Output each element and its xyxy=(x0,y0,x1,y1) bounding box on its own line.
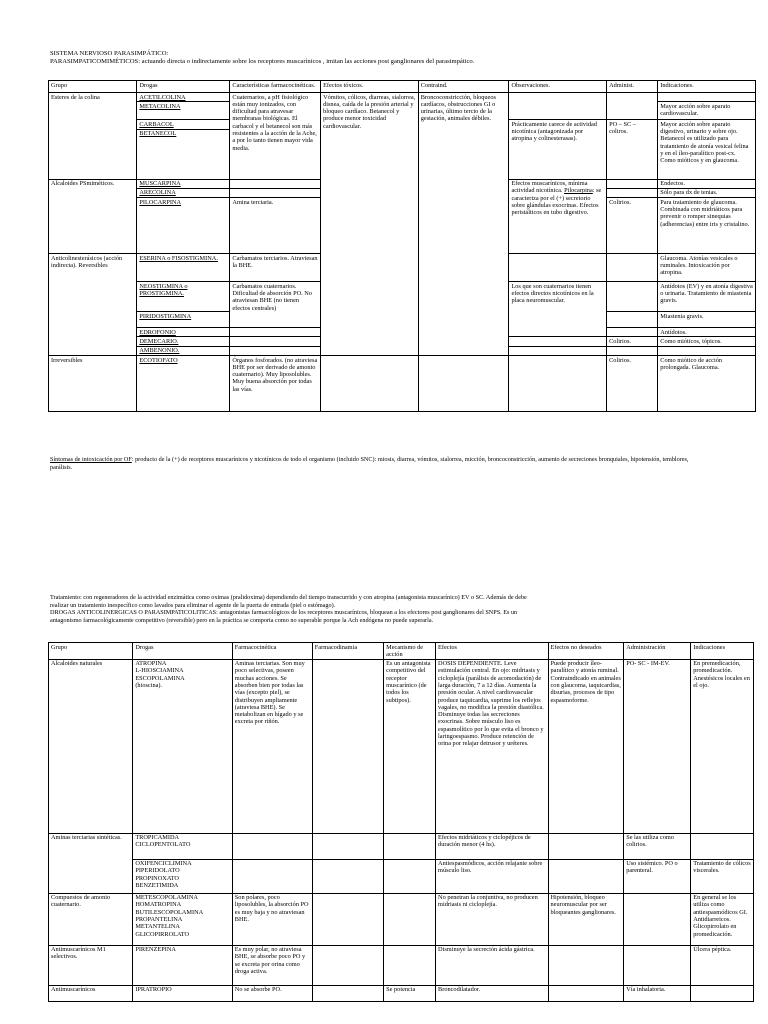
pharmacokinetics-cell xyxy=(232,833,312,859)
effects-cell: Disminuye la secreción ácida gástrica. xyxy=(436,945,548,985)
drug-cell: ATROPINA L-HIOSCIAMINA ESCOPOLAMINA (hioscina). xyxy=(133,659,232,833)
pharmaco-cell: Carbamatos cuaternarios. Dificultad de absorción PO. No atraviesan BHE (no tienen efectos centrales) xyxy=(230,282,321,328)
pharmacodynamics-cell xyxy=(312,893,383,945)
admin-cell xyxy=(607,312,658,328)
drug-cell: CARBACOL xyxy=(137,120,230,129)
admin-cell xyxy=(607,179,658,188)
toxic-effects-cell xyxy=(321,356,419,412)
group-cell: Antimuscarínicos M1 selectivos. xyxy=(49,945,133,985)
indication-cell: Antídotos (EV) y en atonía digestiva o urinaria. Tratamiento de miastenia gravis. xyxy=(658,282,756,312)
undesired-effects-cell: Puede producir íleo-paralítico y atonía ruminal. Contraindicado en animales con glaucoma, taquicardias, disurias, procesos de tipo espasmoforme. xyxy=(548,659,624,833)
drug-cell: MUSCARPINA xyxy=(137,179,230,188)
drug-cell: TROPICAMIDA CICLOPENTOLATO xyxy=(133,833,232,859)
parasympathomimetics-table xyxy=(48,80,756,412)
admin-cell xyxy=(607,188,658,197)
effects-cell: No penetran la conjuntiva, no producen midriasis ni cicloplejía. xyxy=(436,893,548,945)
group-cell: Irreversibles xyxy=(49,356,137,412)
group-cell: Esteres de la colina xyxy=(49,93,137,180)
indication-cell: Antídotos. xyxy=(658,328,756,337)
indication-cell: En premedicación, promedicación. Anestésicos locales en el ojo. xyxy=(691,659,754,833)
undesired-effects-cell xyxy=(548,859,624,893)
pharmacodynamics-cell xyxy=(312,833,383,859)
pharmacokinetics-cell: Aminas terciarias. Son muy poco selectivas, poseen muchas acciones. Se absorben bien por todas las vías (excepto piel), se distribuyen ampliamente (atraviesa BHE). Se metabolizan en hígado y se excreta por riñón. xyxy=(232,659,312,833)
table-header-row xyxy=(49,81,756,93)
header-cell: Grupo xyxy=(49,643,133,660)
drug-cell: AMBENONIO. xyxy=(137,346,230,355)
pharmacodynamics-cell xyxy=(312,859,383,893)
admin-cell: Vía inhalatoria. xyxy=(624,985,691,1001)
observations-cell xyxy=(509,254,607,282)
table-row xyxy=(49,893,754,945)
drug-cell: ESERINA o FISOSTIGMINA. xyxy=(137,254,230,282)
admin-cell xyxy=(624,945,691,985)
undesired-effects-cell xyxy=(548,833,624,859)
undesired-effects-cell xyxy=(548,985,624,1001)
contraindications-cell: Broncoconstricción, bloqueos cardíacos, obstrucciones GI o urinarias, último tercio de la gestación, animales débiles. xyxy=(418,93,509,356)
pharmacokinetics-cell: No se absorbe PO. xyxy=(232,985,312,1001)
table-row xyxy=(49,945,754,985)
group-cell: Alcaloides naturales xyxy=(49,659,133,833)
admin-cell xyxy=(607,346,658,355)
observations-cell xyxy=(509,337,607,346)
pharmaco-cell xyxy=(230,179,321,188)
header-cell: Efectos no deseados xyxy=(548,643,624,660)
drug-cell: METACOLINA xyxy=(137,102,230,120)
header-cell: Características farmacocinéticas. xyxy=(230,81,321,93)
indication-cell xyxy=(658,93,756,102)
indication-cell xyxy=(658,346,756,355)
pharmaco-cell: Carbamatos terciarios. Atraviesan la BHE. xyxy=(230,254,321,282)
drug-cell: METESCOPOLAMINA HOMATROPINA BUTILESCOPOLAMINA PROPANTELINA METANTELINA GLICOPIRROLATO xyxy=(133,893,232,945)
indication-cell: Mayor acción sobre aparato digestivo, urinario y sobre ojo. Betanecol es utilizado para tratamiento de atonía vesical felina y en el íleo-paralítico post-cx. Como mióticos y en glaucoma. xyxy=(658,120,756,179)
indication-cell: Tratamiento de cólicos viscerales. xyxy=(691,859,754,893)
drug-cell: PIRIDOSTIGMINA xyxy=(137,312,230,328)
header-cell: Grupo xyxy=(49,81,137,93)
undesired-effects-cell xyxy=(548,945,624,985)
section-description: antagonismo farmacológicamente competitivo (reversible) pero en la práctica se comporta como no superable porque la Ach endógena no puede superarla. xyxy=(50,616,434,624)
observations-cell xyxy=(509,356,607,412)
section-subtitle: PARASIMPATICOMIMÉTICOS: actuando directa o indirectamente sobre los receptores muscarínicos , imitan las acciones post ganglionares del parasimpático. xyxy=(50,58,475,66)
indication-cell: Mayor acción sobre aparato cardiovascular. xyxy=(658,102,756,120)
admin-cell xyxy=(607,93,658,120)
table-row xyxy=(49,93,756,102)
pharmaco-cell: Cuaternarios, a pH fisiológico están muy ionizados, con dificultad para atravesar membranas biológicas. El carbacol y el betanecol son más resistentes a la acción de la Ache, a por lo tanto tienen mayor vida media. xyxy=(230,93,321,180)
admin-cell: Se las utiliza como colirios. xyxy=(624,833,691,859)
pharmacodynamics-cell xyxy=(312,659,383,833)
effects-cell: Efectos midriáticos y ciclopéjicos de duración menor (4 hs). xyxy=(436,833,548,859)
indication-cell xyxy=(691,833,754,859)
section-header-parasympathomimetics xyxy=(50,50,474,66)
admin-cell: Colirios. xyxy=(607,198,658,254)
effects-cell: DOSIS DEPENDIENTE. Leve estimulación central. En ojo: midriasis y cicloplejía (parálisis de acomodación) de larga duración, 7 a 12 días. Aumenta la presión ocular. A nivel cardiovascular produce taquicardia, suprime los reflejos vagales, no modifica la presión diastólica. Disminuye todas las secreciones exocrinas. Sobre músculo liso es espasmolítico por lo que evita el bronco y laringoespasmo. Produce retención de orina por relajar detrusor y uréteres. xyxy=(436,659,548,833)
mechanism-cell xyxy=(384,859,436,893)
table-header-row xyxy=(49,643,754,660)
observations-cell xyxy=(509,93,607,120)
treatment-and-anticholinergic-intro xyxy=(50,594,710,624)
indication-cell: Endectos. xyxy=(658,179,756,188)
header-cell: Indicaciones. xyxy=(658,81,756,93)
document-title: SISTEMA NERVIOSO PARASIMPÁTICO: xyxy=(50,50,169,57)
mechanism-cell xyxy=(384,893,436,945)
admin-cell xyxy=(607,282,658,312)
section-title-anticholinergic: DROGAS ANTICOLINERGICAS O PARASIMPATICOLITICAS: antagonistas farmacológicos de los receptores muscarínicos, bloquean a los efectores post ganglionares del SNPS. Es un xyxy=(50,609,518,616)
header-cell: Drogas xyxy=(137,81,230,93)
drug-cell: ARECOLINA xyxy=(137,188,230,197)
mechanism-cell xyxy=(384,945,436,985)
header-cell: Contraind. xyxy=(418,81,509,93)
admin-cell xyxy=(607,254,658,282)
header-cell: Farmacodinamia xyxy=(312,643,383,660)
drug-cell: BETANECOL xyxy=(137,129,230,179)
pharmaco-cell xyxy=(230,328,321,337)
observations-cell: Los que son cuaternarios tienen efectos directos nicotínicos en la placa neuromuscular. xyxy=(509,282,607,337)
pharmacokinetics-cell xyxy=(232,859,312,893)
drug-cell: ECOTIOFATO xyxy=(137,356,230,412)
admin-cell xyxy=(624,893,691,945)
table-row xyxy=(49,356,756,412)
indication-cell: Miastenia gravis. xyxy=(658,312,756,328)
indication-cell: En general se los utiliza como antiespasmódicos GI. Antidiarreicos. Glicopirrolato en promedicación. xyxy=(691,893,754,945)
toxic-effects-cell: Vómitos, cólicos, diarreas, sialorrea, disnea, caída de la presión arterial y bloqueo cardíaco. Betanecol y produce menor toxicidad cardiovascular. xyxy=(321,93,419,356)
indication-cell xyxy=(691,985,754,1001)
observations-cell: Efectos muscarínicos, mínima actividad nicotínica. Pilocarpina: se caracteriza por el (+) secretorio sobre glándulas exocrinas. Efectos peristálticos en tubo digestivo. xyxy=(509,179,607,254)
drug-cell: DEMECARIO. xyxy=(137,337,230,346)
table-row xyxy=(49,833,754,859)
indication-cell: Úlcera péptica. xyxy=(691,945,754,985)
table-row xyxy=(49,985,754,1001)
group-cell: Compuestos de amonio cuaternario. xyxy=(49,893,133,945)
admin-cell: Colirios. xyxy=(607,356,658,412)
admin-cell: Colirios. xyxy=(607,337,658,346)
undesired-effects-cell: Hipotensión, bloqueo neuromuscular por ser bloqueantes ganglionares. xyxy=(548,893,624,945)
pharmaco-cell xyxy=(230,188,321,197)
header-cell: Efectos tóxicos. xyxy=(321,81,419,93)
drug-cell: PIRENZEPINA xyxy=(133,945,232,985)
observations-cell: Prácticamente carece de actividad nicotínica (antagonizada por atropina y colinesterasas). xyxy=(509,120,607,179)
header-cell: Indicaciones xyxy=(691,643,754,660)
treatment-line: realizar un tratamiento inespecífico como lavados para eliminar el agente de la puerta de entrada (piel o estómago). xyxy=(50,601,336,609)
observations-cell xyxy=(509,346,607,355)
drug-cell: EDROFONIO xyxy=(137,328,230,337)
header-cell: Administración xyxy=(624,643,691,660)
header-cell: Mecanismo de acción xyxy=(384,643,436,660)
group-cell: Alcaloides PSmiméticos. xyxy=(49,179,137,254)
header-cell: Drogas xyxy=(133,643,232,660)
pharmacodynamics-cell xyxy=(312,985,383,1001)
mechanism-cell: Es un antagonista competitivo del receptor muscarínico (de todos los subtipos). xyxy=(384,659,436,833)
group-cell: Antimuscarínicos xyxy=(49,985,133,1001)
pharmaco-cell: Órganos fosforados. (no atraviesa BHE por ser derivado de amonio cuaternario). Muy liposolubles. Muy buena absorción por todas las vías. xyxy=(230,356,321,412)
mechanism-cell xyxy=(384,833,436,859)
pharmaco-cell: Amina terciaria. xyxy=(230,198,321,254)
table-row xyxy=(49,659,754,833)
drug-cell: NEOSTIGMINA o PROSTIGMINA. xyxy=(137,282,230,312)
indication-cell: Como miótico de acción prolongada. Glaucoma. xyxy=(658,356,756,412)
admin-cell: PO- SC - IM-EV. xyxy=(624,659,691,833)
effects-cell: Antiespasmódicos, acción relajante sobre músculo liso. xyxy=(436,859,548,893)
indication-cell: Como mióticos, tópicos. xyxy=(658,337,756,346)
treatment-line: Tratamiento: con regeneradores de la actividad enzimática como oximas (pralidoxima) dependiendo del tiempo transcurrido y con atropina (antagonista muscarínico) EV o SC. Además de debe xyxy=(50,594,527,601)
group-cell: Anticolinesterásicos (acción indirecta). Reversibles xyxy=(49,254,137,356)
drug-cell: OXIFENCICLIMINA PIPERIDOLATO PROPINOXATO BENZETIMIDA xyxy=(133,859,232,893)
effects-cell: Broncodilatador. xyxy=(436,985,548,1001)
mechanism-cell: Se potencia xyxy=(384,985,436,1001)
anticholinergic-table xyxy=(48,642,754,1002)
contraindications-cell xyxy=(418,356,509,412)
header-cell: Administ. xyxy=(607,81,658,93)
pharmaco-cell xyxy=(230,346,321,355)
group-cell: Aminas terciarias sintéticas. xyxy=(49,833,133,893)
pharmaco-cell xyxy=(230,337,321,346)
header-cell: Observaciones. xyxy=(509,81,607,93)
header-cell: Farmacocinética xyxy=(232,643,312,660)
admin-cell: Uso sistémico. PO o parenteral. xyxy=(624,859,691,893)
pharmacokinetics-cell: Es muy polar, no atraviesa BHE, se absorbe poco PO y se excreta por orina como droga activa. xyxy=(232,945,312,985)
admin-cell: PO – SC – coliros. xyxy=(607,120,658,179)
admin-cell xyxy=(607,328,658,337)
intoxication-note: Síntomas de intoxicación por OF: producto de la (+) de receptores muscarínicos y nicotínicos de todo el organismo (incluido SNC): miosis, diarrea, vómitos, sialorrea, micción, broncoconstricción, aumento de secreciones bronquiales, hipotensión, temblores, parálisis. xyxy=(50,456,689,471)
drug-cell: IPRATROPIO xyxy=(133,985,232,1001)
header-cell: Efectos xyxy=(436,643,548,660)
pharmacodynamics-cell xyxy=(312,945,383,985)
indication-cell: Sólo para dx de tenias. xyxy=(658,188,756,197)
table-row xyxy=(49,859,754,893)
drug-cell: ACETILCOLINA xyxy=(137,93,230,102)
drug-cell: PILOCARPINA xyxy=(137,198,230,254)
indication-cell: Glaucoma. Atonías vesicales o ruminales. Intoxicación por atropina. xyxy=(658,254,756,282)
pharmacokinetics-cell: Son polares, poco liposolubles, la absorción PO es muy baja y no atraviesan BHE. xyxy=(232,893,312,945)
indication-cell: Para tratamiento de glaucoma. Combinada con midriáticos para prevenir o romper sinequias (adherencias) entre iris y cristalino. xyxy=(658,198,756,254)
